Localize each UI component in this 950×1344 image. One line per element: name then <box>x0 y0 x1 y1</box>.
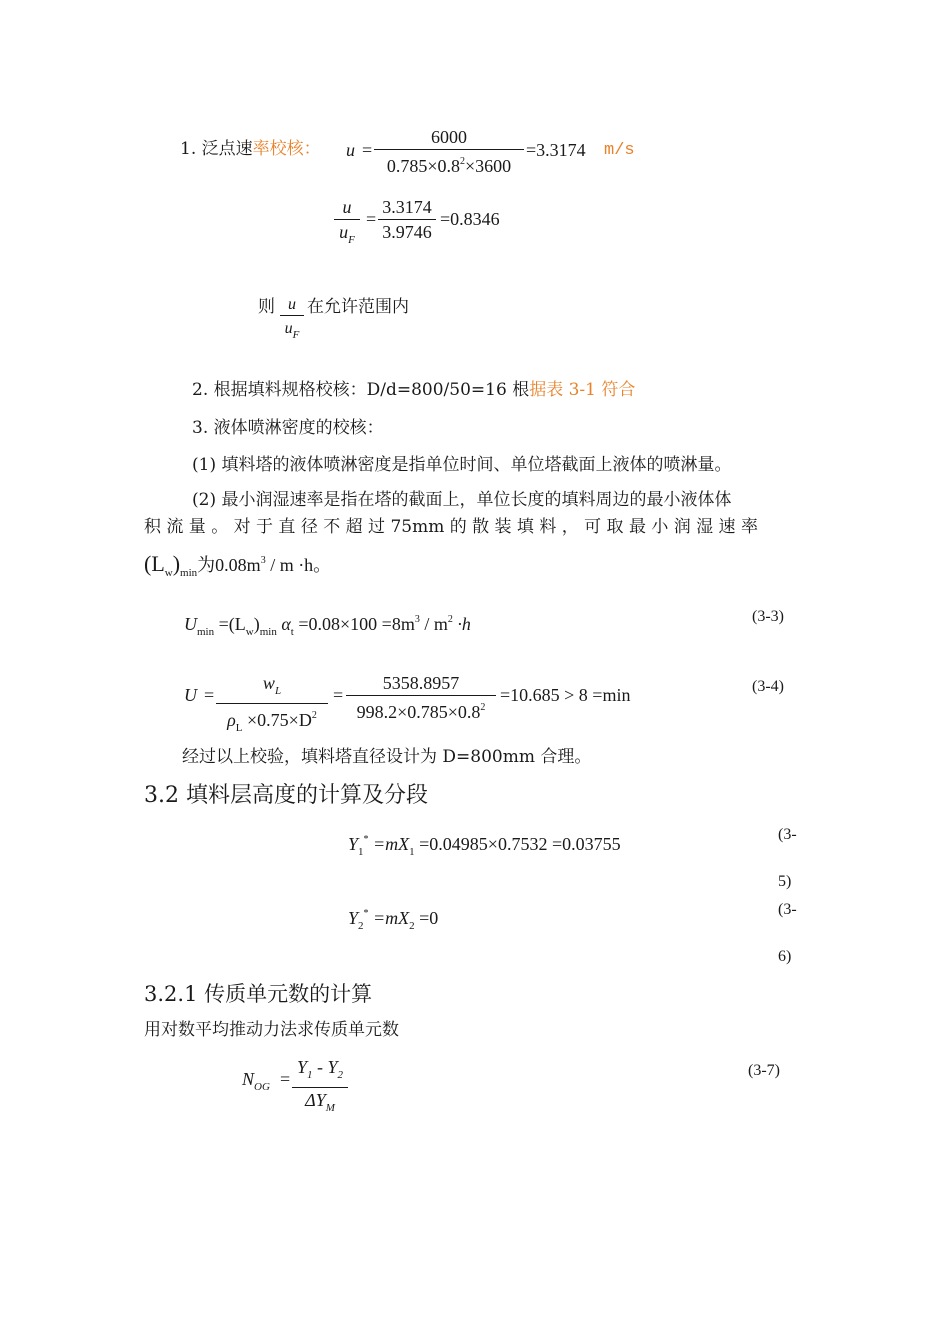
eq37-Y2-sub: 2 <box>337 1069 344 1081</box>
ratio-result: =0.8346 <box>440 209 500 229</box>
den-tail: ×3600 <box>465 156 512 176</box>
fraction-bar <box>378 219 436 220</box>
eq33-tail3: ·h <box>452 614 471 634</box>
fraction-flood-velocity <box>374 126 524 177</box>
fraction-eq34-symbolic <box>216 672 328 739</box>
then-numerator: u <box>288 296 296 313</box>
eq37-mid: - Y <box>312 1057 338 1077</box>
ratio-den-value: 3.9746 <box>382 222 432 242</box>
eq35-Y: Y <box>348 834 359 854</box>
den-sub: F <box>348 234 355 246</box>
flood-velocity-unit: m/s <box>604 141 635 160</box>
eq37-N <box>242 1070 270 1093</box>
equation-number-3-5-b: 5) <box>778 873 792 890</box>
eq36-rest-sub: 2 <box>409 920 415 932</box>
eq33-tail2: / m <box>419 614 448 634</box>
eq35-sup: * <box>363 834 369 845</box>
eq36-Y: Y <box>348 908 359 928</box>
eq35-sub: 1 <box>358 846 364 858</box>
eq37-denominator <box>292 1089 348 1119</box>
eq34-den-tail: ×0.75×D <box>242 710 312 730</box>
eq-equals: = <box>362 140 373 160</box>
flood-velocity-result: =3.3174 <box>526 140 586 160</box>
eq35-tail: =0.04985×0.7532 =0.03755 <box>414 834 621 854</box>
method-text: 用对数平均推动力法求传质单元数 <box>144 1020 399 1040</box>
item-1 <box>180 140 321 159</box>
eq34-w: w <box>262 673 275 693</box>
eq37-N-letter: N <box>242 1069 255 1089</box>
eq33-mid: =(L <box>214 614 246 634</box>
eq33-sup2: 2 <box>447 614 453 625</box>
lw-tail: / m ·h。 <box>265 555 332 575</box>
fraction-then-u-over-uf <box>280 296 304 347</box>
then-suffix: 在允许范围内 <box>307 297 409 317</box>
fraction-bar <box>334 219 360 220</box>
then-den-sub: F <box>292 329 300 341</box>
lw-sup: 3 <box>260 555 266 566</box>
eq33-t: t <box>290 626 294 638</box>
lw-close: ) <box>172 551 181 576</box>
eq36-sup: * <box>363 908 369 919</box>
lw-open: (L <box>144 551 165 576</box>
fraction-ntu <box>292 1056 348 1119</box>
eq35-rest: =mX <box>368 834 410 854</box>
eq34-w-sub: L <box>274 685 282 697</box>
fraction-denominator <box>374 151 524 177</box>
eq34-den2-sup: 2 <box>480 702 486 713</box>
eq34-den2 <box>346 697 496 723</box>
then-denominator <box>280 317 304 347</box>
eq33-U: U <box>184 614 197 634</box>
eq33-w: w <box>245 626 254 638</box>
ratio-num-value: 3.3174 <box>382 197 432 217</box>
equation-number-3-6-a: (3- <box>778 901 797 918</box>
eq33-min: min <box>259 626 277 638</box>
fraction-bar <box>346 695 496 696</box>
equation-number-3-6-b: 6) <box>778 948 792 965</box>
equation-3-5 <box>348 834 621 858</box>
fraction-ratio-values <box>378 196 436 243</box>
section-heading-3-2: 3.2 填料层高度的计算及分段 <box>144 783 428 808</box>
paragraph-1: (1) 填料塔的液体喷淋密度是指单位时间、单位塔截面上液体的喷淋量。 <box>192 455 732 475</box>
eq37-deltaY-sub: M <box>325 1102 335 1114</box>
fraction-bar <box>280 315 304 316</box>
ratio-equals: = <box>366 209 377 229</box>
eq33-alpha: α <box>276 614 291 634</box>
den-part: 0.785×0.8 <box>386 156 460 176</box>
fraction-eq34-numeric <box>346 672 496 723</box>
fraction-bar <box>374 149 524 150</box>
eq33-tail: =0.08×100 =8m <box>293 614 415 634</box>
lw-value: 为0.08m <box>197 555 261 575</box>
item-3: 3. 液体喷淋密度的校核： <box>192 418 384 438</box>
eq34-equals-2: = <box>333 685 344 705</box>
paragraph-2-math <box>144 552 331 579</box>
then-prefix: 则 <box>258 297 275 317</box>
fraction-numerator: 6000 <box>431 127 467 147</box>
eq34-U: U <box>184 685 197 705</box>
item-2-text: 2. 根据填料规格校核：D/d=800/50=16 根 <box>192 380 530 400</box>
eq34-den-sup: 2 <box>311 710 317 721</box>
eq34-num1 <box>216 672 328 702</box>
equation-3-3 <box>184 614 471 638</box>
conclusion-text: 经过以上校验，填料塔直径设计为 D=800mm 合理。 <box>182 747 592 767</box>
item-2 <box>192 381 635 400</box>
ratio-denominator <box>334 221 360 251</box>
eq34-den1 <box>216 705 328 739</box>
equation-number-3-5-a: (3- <box>778 826 797 843</box>
section-heading-3-2-1: 3.2.1 传质单元数的计算 <box>144 982 373 1006</box>
item-1-prefix: 1. 泛点速 <box>180 139 253 159</box>
item-2-orange-text: 据表 3-1 符合 <box>529 380 636 400</box>
lw-sub: w <box>164 567 173 579</box>
eq34-result: =10.685 > 8 =min <box>500 685 631 705</box>
eq33-close: ) <box>253 614 260 634</box>
ratio-numerator: u <box>342 197 352 217</box>
eq33-sup3: 3 <box>414 614 420 625</box>
eq34-num2: 5358.8957 <box>382 673 460 693</box>
eq34-equals: = <box>204 685 215 705</box>
eq37-Y1: Y <box>296 1057 307 1077</box>
equation-number-3-7: (3-7) <box>748 1062 780 1079</box>
eq36-sub: 2 <box>358 920 364 932</box>
eq34-den2-text: 998.2×0.785×0.8 <box>356 702 481 722</box>
den-u: u <box>339 222 349 242</box>
paragraph-2-line-1: (2) 最小润湿速率是指在塔的截面上，单位长度的填料周边的最小液体体 <box>192 490 732 510</box>
eq36-rest: =mX <box>368 908 410 928</box>
eq34-rho-sub: L <box>235 722 243 734</box>
eq33-U-sub: min <box>197 626 215 638</box>
eq36-tail: =0 <box>414 908 439 928</box>
paragraph-2-line-2: 积 流 量 。 对 于 直 径 不 超 过 75mm 的 散 装 填 料 ， 可 取 最 小 润 湿 速 率 <box>144 517 758 537</box>
eq35-rest-sub: 1 <box>409 846 415 858</box>
eq-u-symbol: u <box>346 140 355 160</box>
lw-min: min <box>180 567 198 579</box>
eq34-rho: ρ <box>227 710 236 730</box>
eq37-deltaY: ΔY <box>305 1090 326 1110</box>
fraction-bar <box>216 703 328 704</box>
item-1-orange-text: 率校核： <box>252 139 321 159</box>
equation-number-3-4: (3-4) <box>752 678 784 695</box>
equation-number-3-3: (3-3) <box>752 608 784 625</box>
den-sup: 2 <box>460 156 465 167</box>
equation-3-6 <box>348 908 438 932</box>
eq37-Y1-sub: 1 <box>307 1069 313 1081</box>
then-den-u: u <box>284 320 293 337</box>
eq37-equals: = <box>280 1069 291 1089</box>
fraction-bar <box>292 1087 348 1088</box>
eq37-numerator <box>292 1056 348 1086</box>
eq37-N-sub: OG <box>254 1081 270 1093</box>
fraction-u-over-uf <box>334 196 360 251</box>
